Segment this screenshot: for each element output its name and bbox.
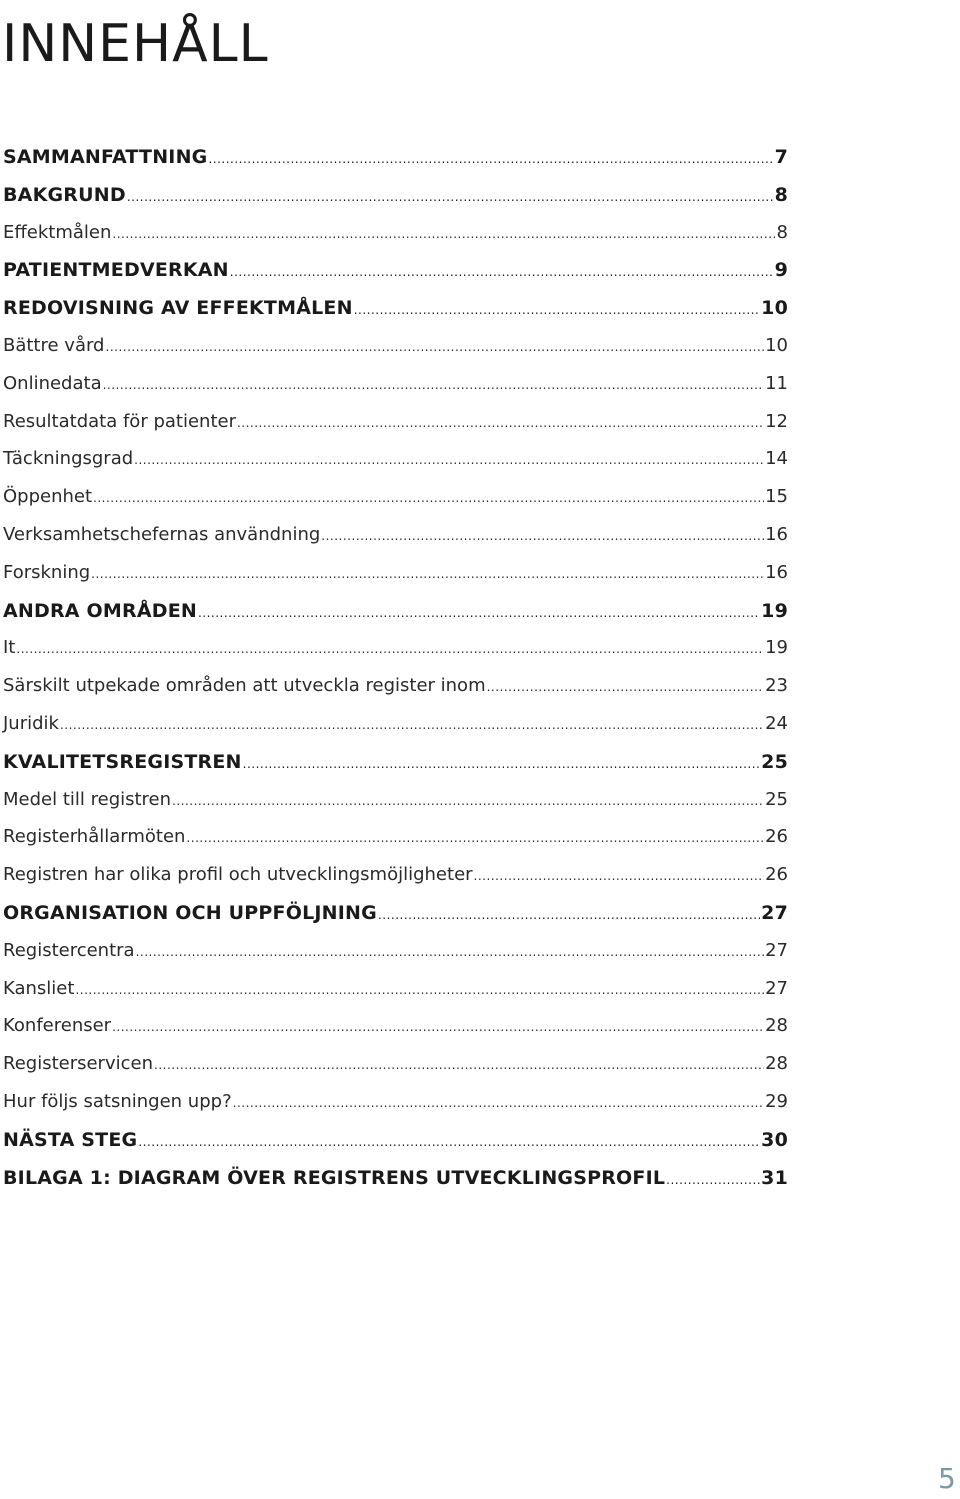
dot-leader	[138, 1135, 760, 1149]
dot-leader	[198, 606, 760, 620]
toc-subsection-entry[interactable]	[3, 335, 788, 373]
dot-leader	[172, 794, 764, 808]
dot-leader	[134, 453, 764, 467]
toc-entry-page-number: 28	[765, 1053, 788, 1075]
toc-entry-page-number: 7	[774, 146, 788, 168]
toc-section-entry[interactable]	[3, 259, 788, 297]
toc-subsection-entry[interactable]	[3, 373, 788, 411]
toc-subsection-entry[interactable]	[3, 826, 788, 864]
toc-subsection-entry[interactable]	[3, 637, 788, 675]
dot-leader	[378, 908, 760, 922]
toc-section-entry[interactable]	[3, 1167, 788, 1205]
toc-entry-page-number: 16	[765, 523, 788, 545]
toc-entry-label: Hur följs satsningen upp?	[3, 1090, 232, 1112]
dot-leader	[243, 757, 761, 771]
toc-entry-label: Särskilt utpekade områden att utveckla register inom	[3, 675, 486, 697]
dot-leader	[112, 227, 775, 241]
dot-leader	[474, 869, 765, 883]
dot-leader	[230, 265, 774, 279]
toc-entry-label: Registercentra	[3, 939, 135, 961]
toc-section-entry[interactable]	[3, 146, 788, 184]
toc-entry-page-number: 14	[765, 448, 788, 470]
dot-leader	[136, 945, 765, 959]
toc-entry-label: KVALITETSREGISTREN	[3, 750, 242, 773]
dot-leader	[91, 567, 764, 581]
toc-entry-label: REDOVISNING AV EFFEKTMÅLEN	[3, 297, 353, 320]
dot-leader	[106, 340, 765, 354]
page-number: 5	[938, 1462, 956, 1495]
dot-leader	[16, 642, 764, 656]
toc-subsection-entry[interactable]	[3, 486, 788, 524]
toc-entry-page-number: 15	[765, 486, 788, 508]
dot-leader	[154, 1058, 764, 1072]
toc-entry-label: Registren har olika profil och utvecklingsmöjligheter	[3, 864, 473, 886]
toc-subsection-entry[interactable]	[3, 222, 788, 260]
toc-entry-page-number: 25	[761, 750, 788, 773]
toc-entry-page-number: 30	[761, 1128, 788, 1151]
toc-entry-page-number: 25	[765, 788, 788, 810]
toc-subsection-entry[interactable]	[3, 562, 788, 600]
toc-subsection-entry[interactable]	[3, 411, 788, 449]
toc-section-entry[interactable]	[3, 184, 788, 222]
toc-entry-label: Täckningsgrad	[3, 448, 134, 470]
toc-subsection-entry[interactable]	[3, 1015, 788, 1053]
dot-leader	[233, 1096, 764, 1110]
toc-subsection-entry[interactable]	[3, 524, 788, 562]
toc-entry-label: Konferenser	[3, 1015, 112, 1037]
toc-entry-page-number: 26	[765, 864, 788, 886]
dot-leader	[127, 190, 774, 204]
toc-entry-page-number: 24	[765, 712, 788, 734]
toc-entry-label: BAKGRUND	[3, 183, 126, 206]
dot-leader	[321, 529, 764, 543]
toc-section-entry[interactable]	[3, 1129, 788, 1167]
dot-leader	[208, 152, 773, 166]
toc-subsection-entry[interactable]	[3, 448, 788, 486]
toc-entry-label: PATIENTMEDVERKAN	[3, 259, 229, 282]
toc-entry-label: Resultatdata för patienter	[3, 410, 236, 432]
toc-entry-page-number: 26	[765, 826, 788, 848]
toc-subsection-entry[interactable]	[3, 940, 788, 978]
toc-entry-label: Onlinedata	[3, 372, 102, 394]
dot-leader	[103, 378, 764, 392]
toc-entry-page-number: 27	[765, 977, 788, 999]
toc-entry-label: SAMMANFATTNING	[3, 146, 208, 168]
toc-entry-page-number: 10	[765, 334, 788, 356]
dot-leader	[237, 416, 764, 430]
toc-entry-label: ORGANISATION OCH UPPFÖLJNING	[3, 901, 377, 924]
toc-entry-page-number: 19	[761, 599, 788, 622]
dot-leader	[93, 491, 764, 505]
dot-leader	[487, 680, 764, 694]
toc-subsection-entry[interactable]	[3, 713, 788, 751]
toc-entry-page-number: 10	[761, 297, 788, 320]
toc-entry-label: ANDRA OMRÅDEN	[3, 599, 197, 622]
toc-section-entry[interactable]	[3, 600, 788, 638]
toc-entry-label: Registerservicen	[3, 1053, 153, 1075]
toc-subsection-entry[interactable]	[3, 864, 788, 902]
toc-entry-page-number: 31	[761, 1166, 788, 1189]
dot-leader	[60, 718, 764, 732]
dot-leader	[75, 983, 764, 997]
toc-entry-page-number: 11	[765, 372, 788, 394]
toc-subsection-entry[interactable]	[3, 1091, 788, 1129]
toc-section-entry[interactable]	[3, 297, 788, 335]
toc-section-entry[interactable]	[3, 902, 788, 940]
dot-leader	[666, 1173, 760, 1187]
toc-entry-label: Effektmålen	[3, 221, 112, 243]
toc-entry-label: Forskning	[3, 561, 91, 583]
toc-subsection-entry[interactable]	[3, 789, 788, 827]
toc-subsection-entry[interactable]	[3, 675, 788, 713]
toc-entry-page-number: 19	[765, 637, 788, 659]
toc-entry-label: Medel till registren	[3, 788, 172, 810]
toc-entry-label: BILAGA 1: DIAGRAM ÖVER REGISTRENS UTVECKLINGSPROFIL	[3, 1166, 666, 1189]
toc-subsection-entry[interactable]	[3, 978, 788, 1016]
page-title: INNEHÅLL	[2, 14, 269, 74]
toc-entry-page-number: 23	[765, 675, 788, 697]
toc-subsection-entry[interactable]	[3, 1053, 788, 1091]
toc-entry-page-number: 9	[774, 259, 788, 282]
toc-entry-label: Registerhållarmöten	[3, 826, 186, 848]
dot-leader	[112, 1020, 764, 1034]
dot-leader	[186, 831, 764, 845]
toc-entry-page-number: 8	[774, 183, 788, 206]
toc-entry-page-number: 12	[765, 410, 788, 432]
toc-entry-label: Verksamhetschefernas användning	[3, 523, 321, 545]
toc-entry-page-number: 29	[765, 1090, 788, 1112]
toc-entry-label: Öppenhet	[3, 486, 93, 508]
toc-entry-label: Juridik	[3, 712, 59, 734]
toc-entry-page-number: 16	[765, 561, 788, 583]
toc-entry-label: Bättre vård	[3, 334, 105, 356]
table-of-contents	[3, 146, 788, 1204]
toc-entry-label: Kansliet	[3, 977, 75, 999]
toc-entry-page-number: 8	[776, 221, 788, 243]
dot-leader	[354, 303, 760, 317]
toc-entry-label: It	[3, 637, 16, 659]
toc-entry-page-number: 27	[765, 939, 788, 961]
toc-entry-page-number: 27	[761, 901, 788, 924]
toc-entry-label: NÄSTA STEG	[3, 1128, 138, 1151]
toc-section-entry[interactable]	[3, 751, 788, 789]
toc-entry-page-number: 28	[765, 1015, 788, 1037]
